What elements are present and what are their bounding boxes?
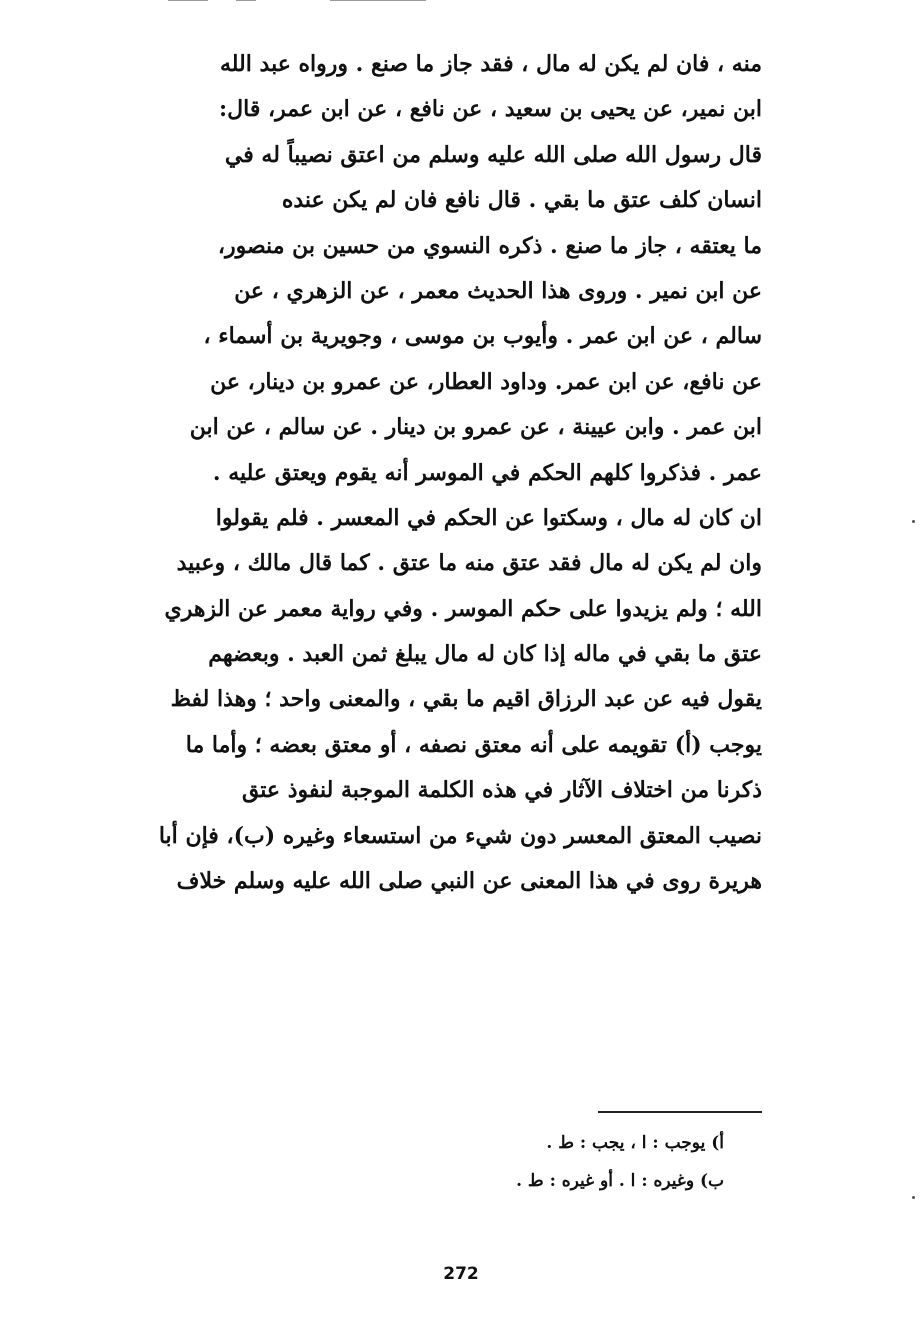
text-line: ابن نمير، عن يحيى بن سعيد ، عن نافع ، عن ابن عمر، قال: [219, 96, 762, 123]
margin-speck [912, 520, 915, 523]
text-line: يقول فيه عن عبد الرزاق اقيم ما بقي ، والمعنى واحد ؛ وهذا لفظ [170, 686, 762, 713]
top-edge-rule [236, 0, 256, 1]
text-line: ان كان له مال ، وسكتوا عن الحكم في المعسر . فلم يقولوا [215, 504, 762, 531]
text-line: نصيب المعتق المعسر دون شيء من استسعاء وغيره (ب)، فإن أبا [158, 822, 762, 849]
text-line: هريرة روى في هذا المعنى عن النبي صلى الله عليه وسلم خلاف [176, 868, 762, 895]
text-line: انسان كلف عتق ما بقي . قال نافع فان لم يكن عنده [281, 187, 762, 214]
footnotes [420, 1124, 724, 1200]
main-text-block [112, 42, 762, 904]
text-line: سالم ، عن ابن عمر . وأيوب بن موسى ، وجويرية بن أسماء ، [203, 323, 762, 350]
footnote-a: أ) يوجب : ا ، يجب : ط . [546, 1133, 724, 1153]
text-line: عن نافع، عن ابن عمر. وداود العطار، عن عمرو بن دينار، عن [210, 368, 762, 395]
text-line: الله ؛ ولم يزيدوا على حكم الموسر . وفي رواية معمر عن الزهري [164, 595, 762, 622]
text-line: قال رسول الله صلى الله عليه وسلم من اعتق نصيباً له في [224, 141, 762, 168]
text-line: ما يعتقه ، جاز ما صنع . ذكره النسوي من حسين بن منصور، [217, 232, 762, 259]
text-line: ابن عمر . وابن عيينة ، عن عمرو بن دينار . عن سالم ، عن ابن [189, 414, 762, 441]
text-line: عمر . فذكروا كلهم الحكم في الموسر أنه يقوم ويعتق عليه . [212, 459, 762, 486]
top-edge-rule [330, 0, 426, 1]
top-edge-rule [168, 0, 208, 1]
text-line: عن ابن نمير . وروى هذا الحديث معمر ، عن الزهري ، عن [234, 277, 762, 304]
footnote-b: ب) وغيره : ا . أو غيره : ط . [516, 1171, 724, 1191]
text-line: ذكرنا من اختلاف الآثار في هذه الكلمة الموجبة لنفوذ عتق [241, 777, 762, 804]
text-line: وان لم يكن له مال فقد عتق منه ما عتق . كما قال مالك ، وعبيد [176, 550, 762, 577]
text-line: عتق ما بقي في ماله إذا كان له مال يبلغ ثمن العبد . وبعضهم [208, 641, 762, 668]
text-line: يوجب (أ) تقويمه على أنه معتق نصفه ، أو معتق بعضه ؛ وأما ما [185, 731, 762, 758]
margin-speck [912, 1196, 915, 1199]
page-number: 272 [443, 1264, 479, 1284]
text-line: منه ، فان لم يكن له مال ، فقد جاز ما صنع . ورواه عبد الله [219, 51, 762, 77]
footnote-separator [598, 1111, 762, 1113]
